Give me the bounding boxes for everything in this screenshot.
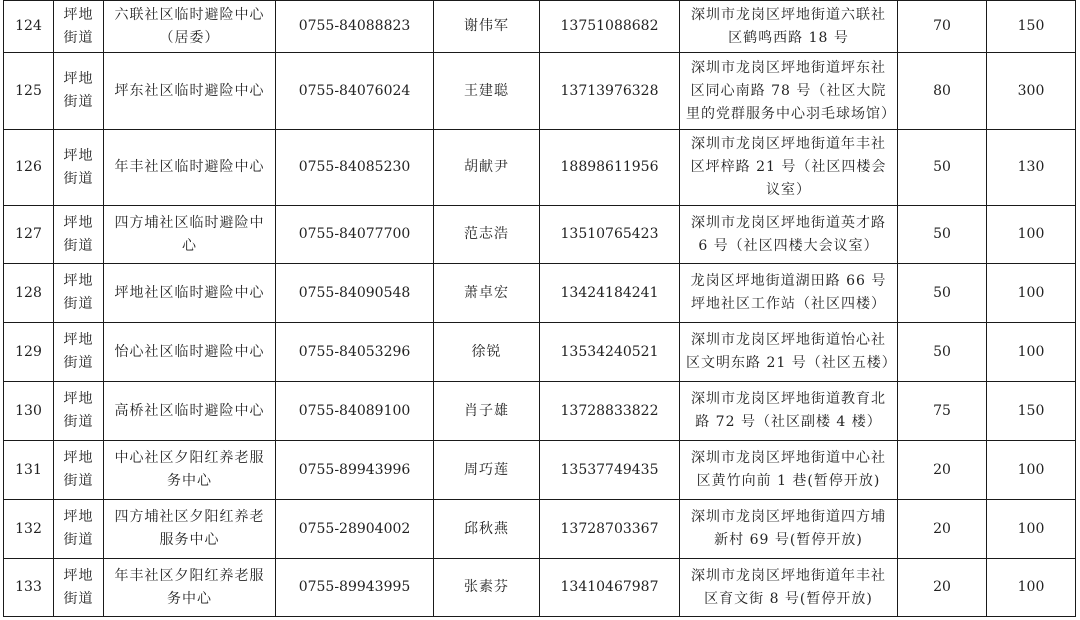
table-row bbox=[4, 382, 1076, 441]
contact-person-cell: 萧卓宏 bbox=[434, 264, 540, 323]
capacity-cell: 100 bbox=[987, 206, 1076, 264]
table-row bbox=[4, 323, 1076, 382]
row-number-cell: 128 bbox=[4, 264, 54, 323]
address-cell: 深圳市龙岗区坪地街道中心社区黄竹向前 1 巷(暂停开放) bbox=[680, 441, 898, 500]
street-cell: 坪地街道 bbox=[54, 323, 104, 382]
shelter-name-cell: 高桥社区临时避险中心 bbox=[104, 382, 276, 441]
street-cell: 坪地街道 bbox=[54, 559, 104, 617]
table-row bbox=[4, 264, 1076, 323]
address-cell: 龙岗区坪地街道湖田路 66 号坪地社区工作站（社区四楼） bbox=[680, 264, 898, 323]
street-cell: 坪地街道 bbox=[54, 206, 104, 264]
capacity-cell: 100 bbox=[987, 323, 1076, 382]
capacity-cell: 300 bbox=[987, 53, 1076, 130]
address-cell: 深圳市龙岗区坪地街道六联社区鹤鸣西路 18 号 bbox=[680, 1, 898, 53]
contact-person-cell: 王建聪 bbox=[434, 53, 540, 130]
shelter-table bbox=[3, 0, 1076, 617]
shelter-name-cell: 怡心社区临时避险中心 bbox=[104, 323, 276, 382]
shelter-name-cell: 中心社区夕阳红养老服务中心 bbox=[104, 441, 276, 500]
contact-person-cell: 张素芬 bbox=[434, 559, 540, 617]
area-cell: 50 bbox=[898, 264, 987, 323]
address-cell: 深圳市龙岗区坪地街道四方埔新村 69 号(暂停开放) bbox=[680, 500, 898, 559]
shelter-name-cell: 六联社区临时避险中心（居委） bbox=[104, 1, 276, 53]
office-phone-cell: 0755-84088823 bbox=[276, 1, 434, 53]
contact-person-cell: 肖子雄 bbox=[434, 382, 540, 441]
table-row bbox=[4, 206, 1076, 264]
office-phone-cell: 0755-84077700 bbox=[276, 206, 434, 264]
row-number-cell: 131 bbox=[4, 441, 54, 500]
mobile-phone-cell: 13424184241 bbox=[540, 264, 680, 323]
mobile-phone-cell: 13410467987 bbox=[540, 559, 680, 617]
area-cell: 50 bbox=[898, 206, 987, 264]
row-number-cell: 130 bbox=[4, 382, 54, 441]
table-row bbox=[4, 53, 1076, 130]
address-cell: 深圳市龙岗区坪地街道英才路 6 号（社区四楼大会议室） bbox=[680, 206, 898, 264]
mobile-phone-cell: 13728703367 bbox=[540, 500, 680, 559]
area-cell: 20 bbox=[898, 500, 987, 559]
capacity-cell: 100 bbox=[987, 441, 1076, 500]
table-row bbox=[4, 559, 1076, 617]
area-cell: 20 bbox=[898, 559, 987, 617]
street-cell: 坪地街道 bbox=[54, 500, 104, 559]
mobile-phone-cell: 13751088682 bbox=[540, 1, 680, 53]
shelter-name-cell: 四方埔社区夕阳红养老服务中心 bbox=[104, 500, 276, 559]
office-phone-cell: 0755-84053296 bbox=[276, 323, 434, 382]
shelter-name-cell: 坪地社区临时避险中心 bbox=[104, 264, 276, 323]
capacity-cell: 150 bbox=[987, 382, 1076, 441]
address-cell: 深圳市龙岗区坪地街道坪东社区同心南路 78 号（社区大院里的党群服务中心羽毛球场馆） bbox=[680, 53, 898, 130]
contact-person-cell: 邱秋燕 bbox=[434, 500, 540, 559]
office-phone-cell: 0755-28904002 bbox=[276, 500, 434, 559]
mobile-phone-cell: 13510765423 bbox=[540, 206, 680, 264]
row-number-cell: 127 bbox=[4, 206, 54, 264]
mobile-phone-cell: 13713976328 bbox=[540, 53, 680, 130]
office-phone-cell: 0755-89943995 bbox=[276, 559, 434, 617]
contact-person-cell: 徐锐 bbox=[434, 323, 540, 382]
mobile-phone-cell: 13537749435 bbox=[540, 441, 680, 500]
street-cell: 坪地街道 bbox=[54, 130, 104, 206]
contact-person-cell: 谢伟军 bbox=[434, 1, 540, 53]
area-cell: 20 bbox=[898, 441, 987, 500]
mobile-phone-cell: 13728833822 bbox=[540, 382, 680, 441]
shelter-name-cell: 坪东社区临时避险中心 bbox=[104, 53, 276, 130]
street-cell: 坪地街道 bbox=[54, 53, 104, 130]
street-cell: 坪地街道 bbox=[54, 1, 104, 53]
capacity-cell: 150 bbox=[987, 1, 1076, 53]
address-cell: 深圳市龙岗区坪地街道年丰社区坪梓路 21 号（社区四楼会议室） bbox=[680, 130, 898, 206]
street-cell: 坪地街道 bbox=[54, 264, 104, 323]
capacity-cell: 100 bbox=[987, 559, 1076, 617]
table-row bbox=[4, 500, 1076, 559]
street-cell: 坪地街道 bbox=[54, 441, 104, 500]
row-number-cell: 133 bbox=[4, 559, 54, 617]
address-cell: 深圳市龙岗区坪地街道教育北路 72 号（社区副楼 4 楼） bbox=[680, 382, 898, 441]
area-cell: 75 bbox=[898, 382, 987, 441]
row-number-cell: 124 bbox=[4, 1, 54, 53]
office-phone-cell: 0755-89943996 bbox=[276, 441, 434, 500]
capacity-cell: 100 bbox=[987, 500, 1076, 559]
contact-person-cell: 范志浩 bbox=[434, 206, 540, 264]
address-cell: 深圳市龙岗区坪地街道年丰社区育文街 8 号(暂停开放) bbox=[680, 559, 898, 617]
table-row bbox=[4, 1, 1076, 53]
address-cell: 深圳市龙岗区坪地街道怡心社区文明东路 21 号（社区五楼） bbox=[680, 323, 898, 382]
area-cell: 70 bbox=[898, 1, 987, 53]
mobile-phone-cell: 13534240521 bbox=[540, 323, 680, 382]
shelter-name-cell: 年丰社区夕阳红养老服务中心 bbox=[104, 559, 276, 617]
area-cell: 50 bbox=[898, 323, 987, 382]
office-phone-cell: 0755-84076024 bbox=[276, 53, 434, 130]
row-number-cell: 129 bbox=[4, 323, 54, 382]
row-number-cell: 126 bbox=[4, 130, 54, 206]
table-row bbox=[4, 130, 1076, 206]
capacity-cell: 130 bbox=[987, 130, 1076, 206]
contact-person-cell: 周巧莲 bbox=[434, 441, 540, 500]
street-cell: 坪地街道 bbox=[54, 382, 104, 441]
mobile-phone-cell: 18898611956 bbox=[540, 130, 680, 206]
area-cell: 80 bbox=[898, 53, 987, 130]
contact-person-cell: 胡献尹 bbox=[434, 130, 540, 206]
capacity-cell: 100 bbox=[987, 264, 1076, 323]
office-phone-cell: 0755-84085230 bbox=[276, 130, 434, 206]
shelter-name-cell: 年丰社区临时避险中心 bbox=[104, 130, 276, 206]
shelter-name-cell: 四方埔社区临时避险中心 bbox=[104, 206, 276, 264]
row-number-cell: 132 bbox=[4, 500, 54, 559]
row-number-cell: 125 bbox=[4, 53, 54, 130]
table-row bbox=[4, 441, 1076, 500]
area-cell: 50 bbox=[898, 130, 987, 206]
office-phone-cell: 0755-84090548 bbox=[276, 264, 434, 323]
office-phone-cell: 0755-84089100 bbox=[276, 382, 434, 441]
table-body bbox=[4, 1, 1076, 617]
